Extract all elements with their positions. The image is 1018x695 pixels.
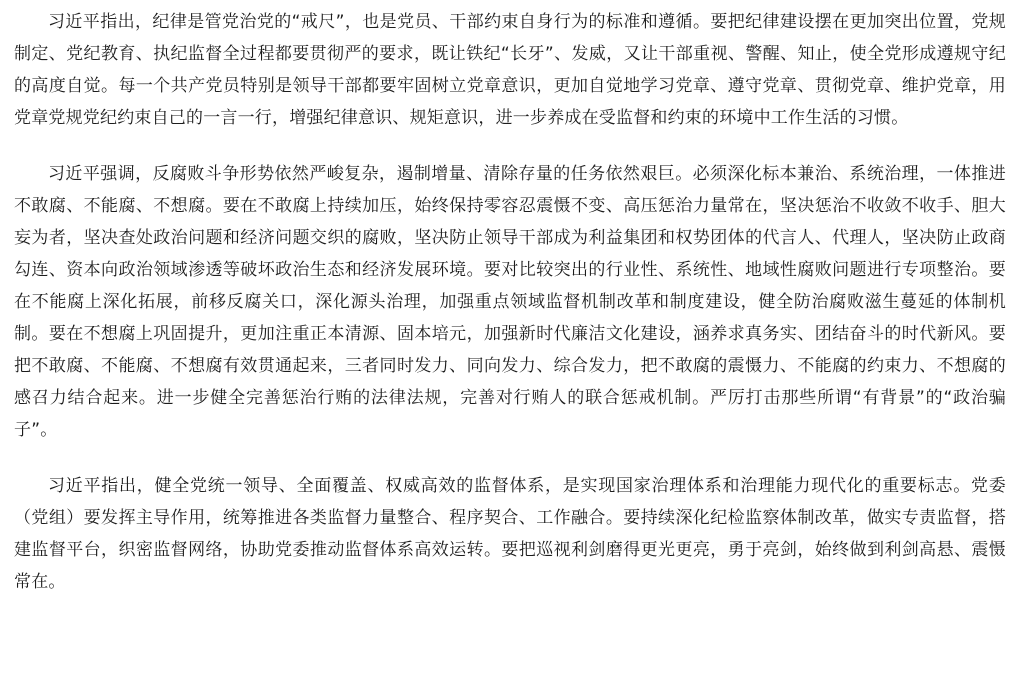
paragraph-supervision: 习近平指出，健全党统一领导、全面覆盖、权威高效的监督体系，是实现国家治理体系和治理能力现代化的重要标志。党委（党组）要发挥主导作用，统筹推进各类监督力量整合、程序契合、工作融合。要持续深化纪检监察体制改革，做实专责监督，搭建监督平台，织密监督网络，协助党委推动监督体系高效运转。要把巡视利剑磨得更光更亮，勇于亮剑，始终做到利剑高悬、震慑常在。: [14, 476, 1006, 592]
article-body: [14, 6, 1006, 622]
paragraph-anti-corruption: 习近平强调，反腐败斗争形势依然严峻复杂，遏制增量、清除存量的任务依然艰巨。必须深化标本兼治、系统治理，一体推进不敢腐、不能腐、不想腐。要在不敢腐上持续加压，始终保持零容忍震慑不变、高压惩治力量常在，坚决惩治不收敛不收手、胆大妄为者，坚决查处政治问题和经济问题交织的腐败，坚决防止领导干部成为利益集团和权势团体的代言人、代理人，坚决防止政商勾连、资本向政治领域渗透等破坏政治生态和经济发展环境。要对比较突出的行业性、系统性、地域性腐败问题进行专项整治。要在不能腐上深化拓展，前移反腐关口，深化源头治理，加强重点领域监督机制改革和制度建设，健全防治腐败滋生蔓延的体制机制。要在不想腐上巩固提升，更加注重正本清源、固本培元，加强新时代廉洁文化建设，涵养求真务实、团结奋斗的时代新风。要把不敢腐、不能腐、不想腐有效贯通起来，三者同时发力、同向发力、综合发力，把不敢腐的震慑力、不能腐的约束力、不想腐的感召力结合起来。进一步健全完善惩治行贿的法律法规，完善对行贿人的联合惩戒机制。严厉打击那些所谓“有背景”的“政治骗子”。: [14, 164, 1006, 440]
paragraph-discipline: 习近平指出，纪律是管党治党的“戒尺”，也是党员、干部约束自身行为的标准和遵循。要把纪律建设摆在更加突出位置，党规制定、党纪教育、执纪监督全过程都要贯彻严的要求，既让铁纪“长牙”、发威，又让干部重视、警醒、知止，使全党形成遵规守纪的高度自觉。每一个共产党员特别是领导干部都要牢固树立党章意识，更加自觉地学习党章、遵守党章、贯彻党章、维护党章，用党章党规党纪约束自己的一言一行，增强纪律意识、规矩意识，进一步养成在受监督和约束的环境中工作生活的习惯。: [14, 12, 1006, 128]
